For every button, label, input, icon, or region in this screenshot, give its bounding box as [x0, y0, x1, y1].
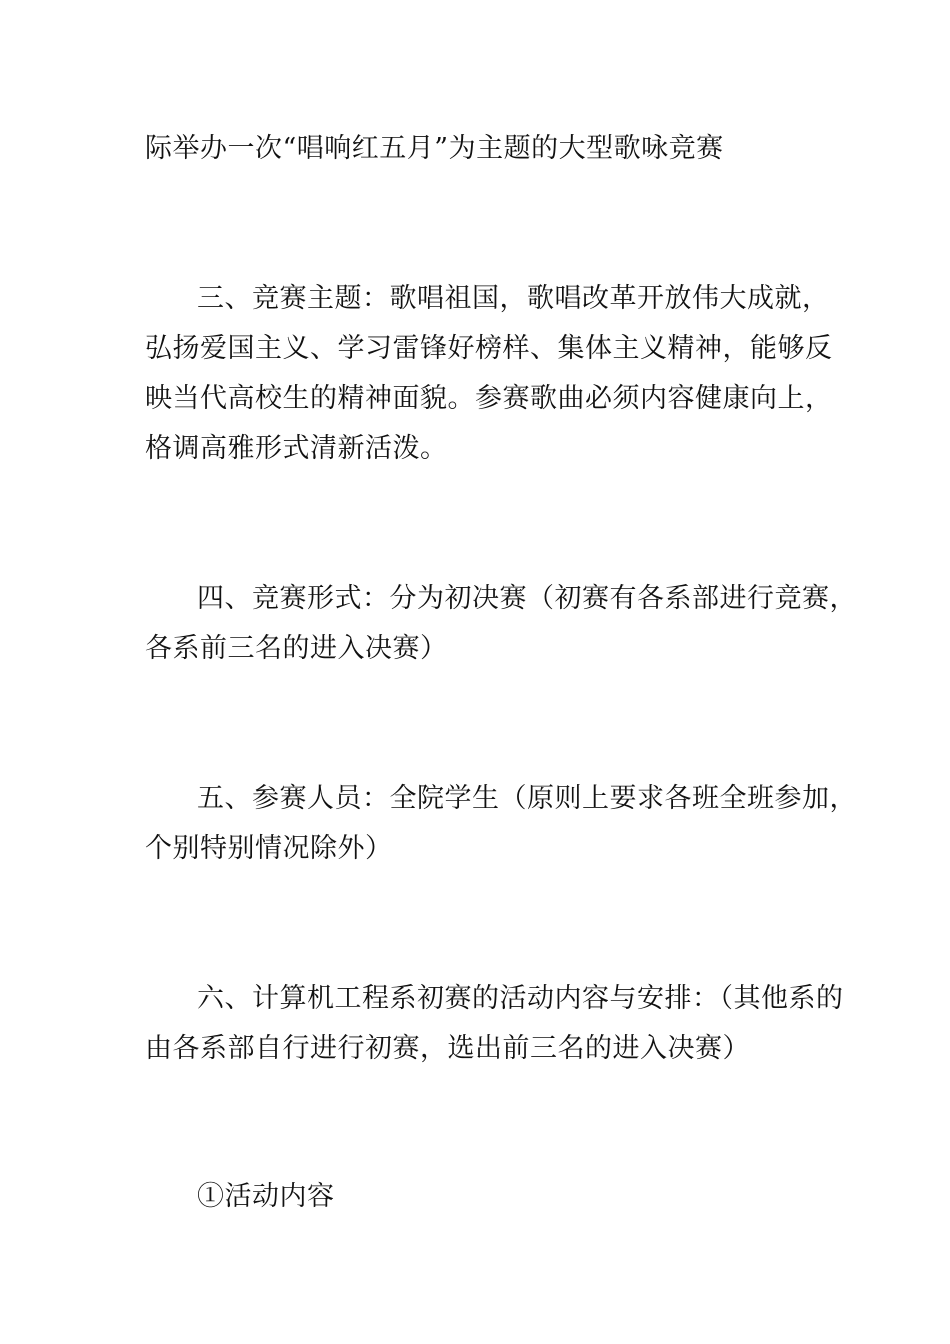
section-3-line-1: 三、竞赛主题：歌唱祖国，歌唱改革开放伟大成就，: [197, 283, 830, 314]
section-4-line-1: 四、竞赛形式：分为初决赛（初赛有各系部进行竞赛，: [197, 583, 857, 614]
section-6-line-1: 六、计算机工程系初赛的活动内容与安排：（其他系的: [197, 983, 844, 1014]
section-3-line-2: 弘扬爱国主义、学习雷锋好榜样、集体主义精神，能够反: [145, 333, 833, 364]
section-3-line-3: 映当代高校生的精神面貌。参赛歌曲必须内容健康向上，: [145, 383, 833, 414]
section-4-line-2: 各系前三名的进入决赛）: [145, 633, 448, 664]
section-6-line-2: 由各系部自行进行初赛，选出前三名的进入决赛）: [145, 1033, 750, 1064]
section-5-line-1: 五、参赛人员：全院学生（原则上要求各班全班参加，: [197, 783, 857, 814]
paragraph-intro-line-1: 际举办一次“唱响红五月”为主题的大型歌咏竞赛: [145, 133, 724, 164]
section-5-line-2: 个别特别情况除外）: [145, 833, 393, 864]
section-3-line-4: 格调高雅形式清新活泼。: [145, 433, 448, 464]
subsection-activity-content: ①活动内容: [197, 1181, 335, 1212]
